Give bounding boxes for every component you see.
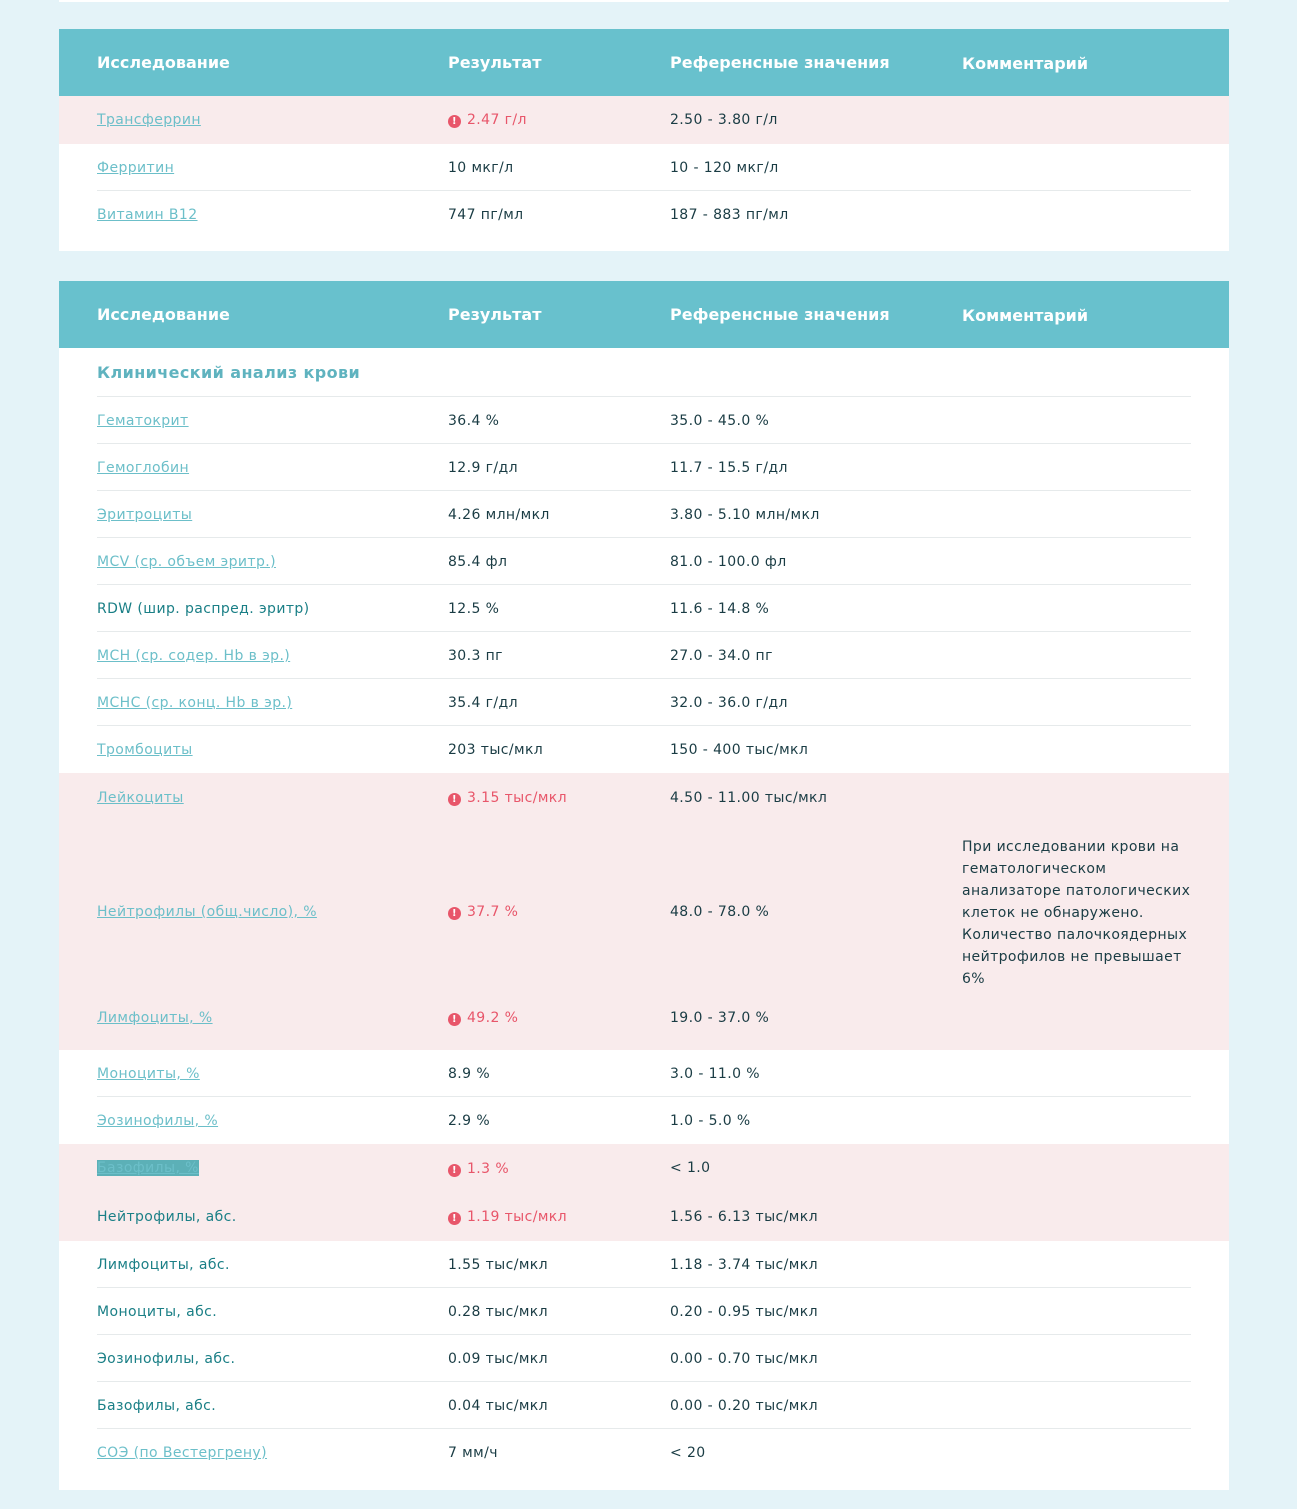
result-value: 0.09 тыс/мкл — [448, 1351, 549, 1367]
reference-value: 35.0 - 45.0 % — [670, 413, 770, 429]
test-link-hematocrit[interactable]: Гематокрит — [97, 413, 189, 429]
result-value: 10 мкг/л — [448, 160, 514, 176]
table-row — [59, 1097, 1229, 1144]
results-table-2 — [59, 281, 1229, 1490]
header-comment: Комментарий — [962, 306, 1089, 325]
results-table-1 — [59, 29, 1229, 251]
reference-value: 3.0 - 11.0 % — [670, 1066, 760, 1082]
table-header — [59, 281, 1229, 348]
reference-value: < 20 — [670, 1445, 706, 1461]
result-value: ! 49.2 % — [448, 1010, 518, 1026]
result-value: 1.55 тыс/мкл — [448, 1257, 549, 1273]
table-row — [59, 1382, 1229, 1429]
header-reference: Референсные значения — [670, 53, 890, 72]
result-value: 0.28 тыс/мкл — [448, 1304, 549, 1320]
result-value: 36.4 % — [448, 413, 500, 429]
test-name-lymphocytes-abs: Лимфоциты, абс. — [97, 1257, 230, 1273]
header-study: Исследование — [97, 53, 230, 72]
test-link-transferrin[interactable]: Трансферрин — [97, 112, 201, 128]
table-row — [59, 726, 1229, 773]
reference-value: 81.0 - 100.0 фл — [670, 554, 787, 570]
table-row — [59, 1193, 1229, 1241]
header-comment: Комментарий — [962, 54, 1089, 73]
reference-value: < 1.0 — [670, 1160, 711, 1176]
section-title: Клинический анализ крови — [97, 363, 361, 382]
table-row — [59, 191, 1229, 238]
table-row — [59, 632, 1229, 679]
table-row — [59, 444, 1229, 491]
table-row — [59, 96, 1229, 144]
result-value: 30.3 пг — [448, 648, 503, 664]
test-link-mch[interactable]: MCH (ср. содер. Hb в эр.) — [97, 648, 291, 664]
test-link-vitamin-b12[interactable]: Витамин B12 — [97, 207, 198, 223]
result-value: 35.4 г/дл — [448, 695, 518, 711]
table-row — [59, 773, 1229, 822]
test-name-monocytes-abs: Моноциты, абс. — [97, 1304, 218, 1320]
result-value: 12.9 г/дл — [448, 460, 518, 476]
alert-icon: ! — [448, 793, 461, 806]
reference-value: 187 - 883 пг/мл — [670, 207, 789, 223]
table-row — [59, 538, 1229, 585]
alert-icon: ! — [448, 1164, 461, 1177]
reference-value: 32.0 - 36.0 г/дл — [670, 695, 788, 711]
table-row — [59, 1144, 1229, 1193]
reference-value: 11.6 - 14.8 % — [670, 601, 770, 617]
table-row — [59, 822, 1229, 1002]
reference-value: 10 - 120 мкг/л — [670, 160, 779, 176]
alert-icon: ! — [448, 1013, 461, 1026]
reference-value: 1.0 - 5.0 % — [670, 1113, 751, 1129]
test-name-rdw: RDW (шир. распред. эритр) — [97, 601, 310, 617]
result-value: ! 1.19 тыс/мкл — [448, 1209, 567, 1225]
test-link-esr[interactable]: СОЭ (по Вестергрену) — [97, 1445, 267, 1461]
header-result: Результат — [448, 305, 542, 324]
result-value: ! 3.15 тыс/мкл — [448, 790, 567, 806]
result-value: 8.9 % — [448, 1066, 491, 1082]
table-row — [59, 144, 1229, 191]
header-study: Исследование — [97, 305, 230, 324]
table-row — [59, 1288, 1229, 1335]
alert-icon: ! — [448, 907, 461, 920]
test-link-neutrophils-percent[interactable]: Нейтрофилы (общ.число), % — [97, 904, 317, 920]
header-reference: Референсные значения — [670, 305, 890, 324]
test-link-platelets[interactable]: Тромбоциты — [97, 742, 193, 758]
reference-value: 2.50 - 3.80 г/л — [670, 112, 778, 128]
result-value: ! 1.3 % — [448, 1161, 509, 1177]
test-link-monocytes-percent[interactable]: Моноциты, % — [97, 1066, 200, 1082]
reference-value: 4.50 - 11.00 тыс/мкл — [670, 790, 828, 806]
test-name-neutrophils-abs: Нейтрофилы, абс. — [97, 1209, 237, 1225]
test-name-basophils-abs: Базофилы, абс. — [97, 1398, 217, 1414]
table-row — [59, 491, 1229, 538]
table-row — [59, 1335, 1229, 1382]
test-link-erythrocytes[interactable]: Эритроциты — [97, 507, 193, 523]
test-name-eosinophils-abs: Эозинофилы, абс. — [97, 1351, 236, 1367]
reference-value: 0.00 - 0.20 тыс/мкл — [670, 1398, 818, 1414]
reference-value: 11.7 - 15.5 г/дл — [670, 460, 788, 476]
table-row — [59, 1002, 1229, 1050]
result-value: 203 тыс/мкл — [448, 742, 544, 758]
reference-value: 1.56 - 6.13 тыс/мкл — [670, 1209, 818, 1225]
reference-value: 1.18 - 3.74 тыс/мкл — [670, 1257, 818, 1273]
test-link-ferritin[interactable]: Ферритин — [97, 160, 175, 176]
reference-value: 48.0 - 78.0 % — [670, 904, 770, 920]
table-row — [59, 1429, 1229, 1476]
table-row — [59, 397, 1229, 444]
comment-text: При исследовании крови на гематологическом анализаторе патологических клеток не обнаружено. Количество палочкоядерных нейтрофилов не превышает 6% — [962, 839, 1191, 987]
alert-icon: ! — [448, 115, 461, 128]
test-link-leukocytes[interactable]: Лейкоциты — [97, 790, 184, 806]
result-value: ! 37.7 % — [448, 904, 518, 920]
result-value: 747 пг/мл — [448, 207, 524, 223]
table-row — [59, 1241, 1229, 1288]
result-value: ! 2.47 г/л — [448, 112, 527, 128]
section-row — [59, 348, 1229, 397]
test-link-mcv[interactable]: MCV (ср. объем эритр.) — [97, 554, 276, 570]
table-header — [59, 29, 1229, 96]
reference-value: 150 - 400 тыс/мкл — [670, 742, 809, 758]
reference-value: 27.0 - 34.0 пг — [670, 648, 773, 664]
result-value: 2.9 % — [448, 1113, 491, 1129]
test-link-mchc[interactable]: MCHC (ср. конц. Hb в эр.) — [97, 695, 293, 711]
reference-value: 0.20 - 0.95 тыс/мкл — [670, 1304, 818, 1320]
result-value: 85.4 фл — [448, 554, 508, 570]
header-result: Результат — [448, 53, 542, 72]
test-link-basophils-percent[interactable]: Базофилы, % — [97, 1160, 199, 1176]
result-value: 0.04 тыс/мкл — [448, 1398, 549, 1414]
table-row — [59, 679, 1229, 726]
alert-icon: ! — [448, 1212, 461, 1225]
test-link-hemoglobin[interactable]: Гемоглобин — [97, 460, 190, 476]
reference-value: 3.80 - 5.10 млн/мкл — [670, 507, 820, 523]
test-link-lymphocytes-percent[interactable]: Лимфоциты, % — [97, 1010, 213, 1026]
reference-value: 0.00 - 0.70 тыс/мкл — [670, 1351, 818, 1367]
test-link-eosinophils-percent[interactable]: Эозинофилы, % — [97, 1113, 219, 1129]
result-value: 4.26 млн/мкл — [448, 507, 550, 523]
result-value: 12.5 % — [448, 601, 500, 617]
table-row — [59, 1050, 1229, 1097]
previous-card-edge — [59, 0, 1229, 2]
table-row — [59, 585, 1229, 632]
result-value: 7 мм/ч — [448, 1445, 498, 1461]
reference-value: 19.0 - 37.0 % — [670, 1010, 770, 1026]
